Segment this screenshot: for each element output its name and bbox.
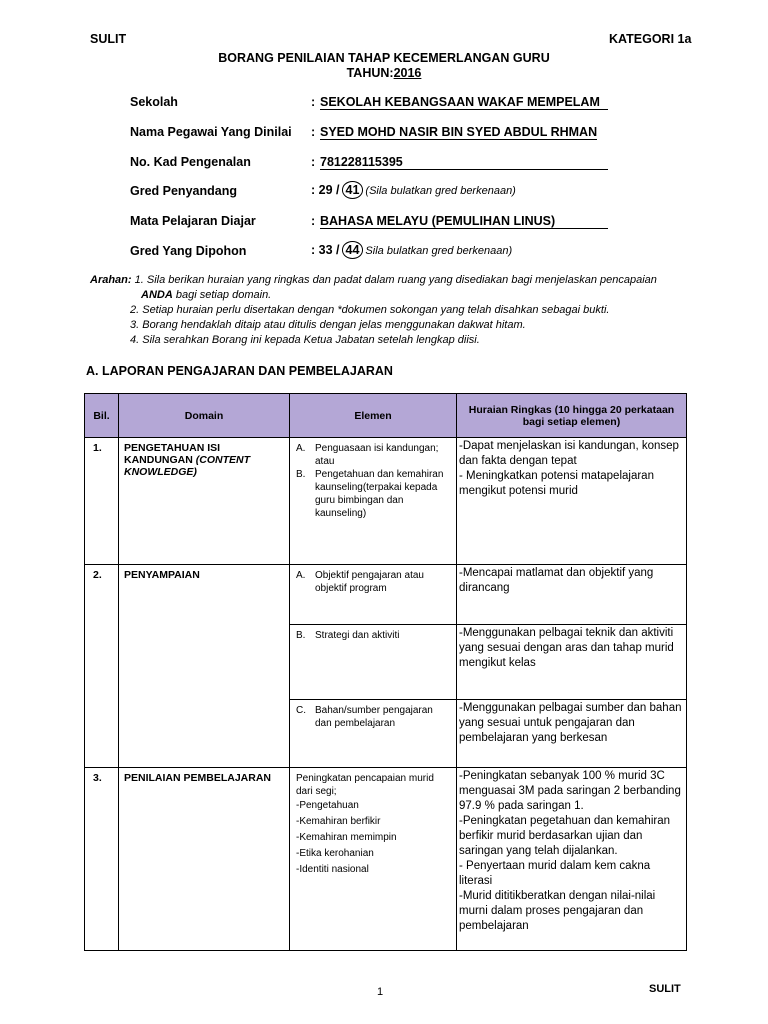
arahan-item-4: 4. Sila serahkan Borang ini kepada Ketua Jabatan setelah lengkap diisi.: [130, 334, 480, 346]
gred-note: (Sila bulatkan gred berkenaan): [365, 185, 516, 197]
arahan-label: Arahan:: [90, 274, 132, 286]
header-sulit: SULIT: [90, 32, 127, 46]
field-label-mata: Mata Pelajaran Diajar: [130, 214, 256, 228]
dipohon-note: Sila bulatkan gred berkenaan): [365, 245, 513, 257]
row1-huraian: -Dapat menjelaskan isi kandungan, konsep dan fakta dengan tepat - Meningkatkan potensi matapelajaran mengikut potensi murid: [457, 438, 687, 565]
row2-elemen-c: C. Bahan/sumber pengajaran dan pembelajaran: [290, 700, 457, 768]
row3-bil: 3.: [85, 768, 119, 951]
form-year: [0, 66, 768, 80]
header-elemen: Elemen: [290, 394, 457, 438]
field-value-nama: SYED MOHD NASIR BIN SYED ABDUL RHMAN: [320, 125, 598, 139]
footer-sulit: SULIT: [649, 983, 681, 995]
header-bil: Bil.: [85, 394, 119, 438]
table-header-row: [85, 394, 687, 438]
arahan-block: [90, 273, 690, 348]
dipohon-option-33: 33: [318, 243, 333, 257]
field-value-dipohon: : 33 / 44 Sila bulatkan gred berkenaan): [311, 243, 513, 257]
arahan-item-3: 3. Borang hendaklah ditaip atau ditulis dengan jelas menggunakan dakwat hitam.: [130, 319, 526, 331]
field-label-kad: No. Kad Pengenalan: [130, 155, 251, 169]
arahan-item-2: 2. Setiap huraian perlu disertakan dengan *dokumen sokongan yang telah disahkan sebagai bukti.: [130, 304, 610, 316]
row1-domain: PENGETAHUAN ISI KANDUNGAN (CONTENT KNOWLEDGE): [119, 438, 290, 565]
gred-option-29: 29: [318, 183, 333, 197]
header-huraian: Huraian Ringkas (10 hingga 20 perkataan bagi setiap elemen): [457, 394, 687, 438]
arahan-item-1-bold: ANDA: [141, 289, 173, 301]
field-label-nama: Nama Pegawai Yang Dinilai: [130, 125, 292, 139]
table-row: [85, 768, 687, 951]
field-value-sekolah: SEKOLAH KEBANGSAAN WAKAF MEMPELAM: [320, 95, 608, 110]
colon: :: [311, 125, 316, 139]
field-label-dipohon: Gred Yang Dipohon: [130, 244, 247, 258]
row2-bil: 2.: [85, 565, 119, 768]
field-value-kad: 781228115395: [320, 155, 608, 170]
row3-elemen: Peningkatan pencapaian murid dari segi; -Pengetahuan -Kemahiran berfikir -Kemahiran memimpin -Etika kerohanian -Identiti nasional: [290, 768, 457, 951]
colon: :: [311, 155, 316, 169]
colon: :: [311, 95, 316, 109]
field-label-sekolah: Sekolah: [130, 95, 178, 109]
header-domain: Domain: [119, 394, 290, 438]
row2-huraian-a: -Mencapai matlamat dan objektif yang dirancang: [457, 565, 687, 625]
assessment-table: [84, 393, 687, 951]
row2-elemen-b: B. Strategi dan aktiviti: [290, 625, 457, 700]
row1-elemen: A. Penguasaan isi kandungan; atau B. Pengetahuan dan kemahiran kaunseling(terpakai kepada guru bimbingan dan kaunseling): [290, 438, 457, 565]
row3-huraian: -Peningkatan sebanyak 100 % murid 3C menguasai 3M pada saringan 2 berbanding 97.9 % pada saringan 1. -Peningkatan pegetahuan dan kemahiran berfikir murid berdasarkan ujian dan saringan yang telah dijalankan. - Penyertaan murid dalam kem cakna literasi -Murid dititikberatkan dengan nilai-nilai murni dalam proses pengajaran dan pembelajaran: [457, 768, 687, 951]
year-label: TAHUN:: [346, 66, 394, 80]
row3-domain: PENILAIAN PEMBELAJARAN: [119, 768, 290, 951]
dipohon-selected-44: 44: [342, 241, 364, 259]
arahan-item-1b: bagi setiap domain.: [175, 289, 272, 301]
gred-selected-41: 41: [342, 181, 364, 199]
form-title: BORANG PENILAIAN TAHAP KECEMERLANGAN GURU: [218, 51, 550, 65]
row1-bil: 1.: [85, 438, 119, 565]
colon: :: [311, 214, 316, 228]
table-row: [85, 565, 687, 625]
row2-huraian-b: -Menggunakan pelbagai teknik dan aktiviti yang sesuai dengan aras dan tahap murid mengikut kelas: [457, 625, 687, 700]
year-value: 2016: [393, 66, 422, 80]
row2-huraian-c: -Menggunakan pelbagai sumber dan bahan yang sesuai untuk pengajaran dan pembelajaran yang berkesan: [457, 700, 687, 768]
page-number: 1: [377, 986, 384, 998]
field-value-gred: : 29 / 41 (Sila bulatkan gred berkenaan): [311, 183, 516, 197]
field-label-gred: Gred Penyandang: [130, 184, 237, 198]
section-title: A. LAPORAN PENGAJARAN DAN PEMBELAJARAN: [86, 364, 393, 378]
row2-elemen-a: A. Objektif pengajaran atau objektif program: [290, 565, 457, 625]
field-value-mata: BAHASA MELAYU (PEMULIHAN LINUS): [320, 214, 608, 229]
table-row: [85, 438, 687, 565]
header-kategori: KATEGORI 1a: [609, 32, 692, 46]
row2-domain: PENYAMPAIAN: [119, 565, 290, 768]
arahan-item-1: 1. Sila berikan huraian yang ringkas dan padat dalam ruang yang disediakan bagi menjelaskan pencapaian: [134, 274, 657, 286]
